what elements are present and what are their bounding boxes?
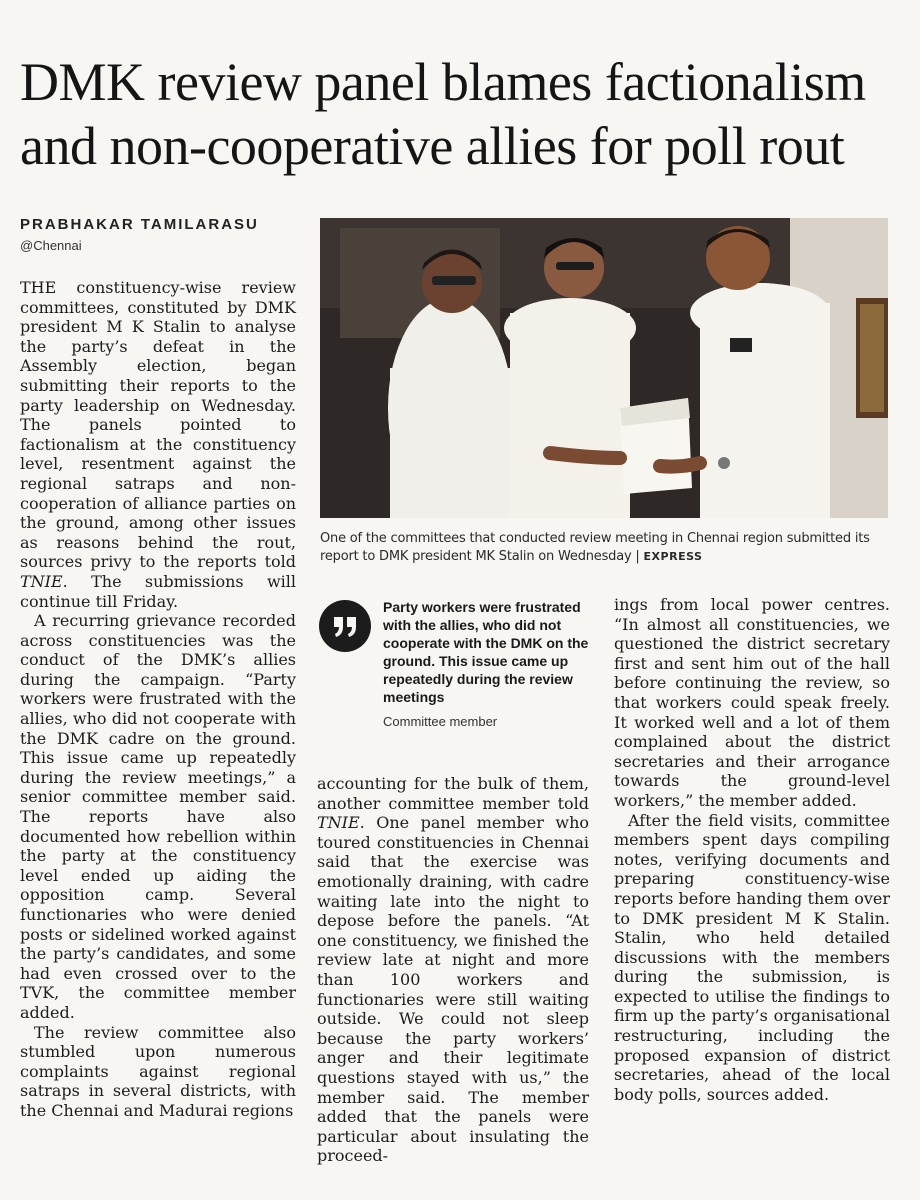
headline-line-1: DMK review panel blames factionalism: [20, 52, 866, 112]
paragraph-3: The review committee also stumbled upon numerous complaints against regional satraps in several districts, with the Chennai and Madurai regions: [20, 1022, 296, 1120]
headline: [20, 50, 900, 178]
article-column-1: [20, 278, 296, 1121]
pull-quote-source: Committee member: [383, 714, 498, 729]
publication-name: TNIE: [317, 813, 360, 833]
headline-line-2: and non-cooperative allies for poll rout: [20, 116, 845, 176]
byline-location: @Chennai: [20, 238, 82, 253]
quote-mark-icon: [319, 600, 371, 652]
paragraph-4: After the field visits, committee members spent days compiling notes, verifying documents and preparing constituency-wise reports before handing them over to DMK president M K Stalin. Stalin, who held detailed discussions with the members during the submission, is expected to utilise the findings to firm up the party’s organisational restructuring, including the proposed expansion of district secretaries, ahead of the local body polls, sources added.: [614, 810, 890, 1104]
publication-name: TNIE: [20, 571, 63, 591]
article-column-2: [317, 774, 589, 1166]
pull-quote: [317, 592, 589, 762]
byline-author: PRABHAKAR TAMILARASU: [20, 216, 259, 233]
paragraph-1: THE constituency-wise review committees, constituted by DMK president M K Stalin to analyse the party’s defeat in the Assembly election, began submitting their reports to the party leadership on Wednesday. The panels pointed to factionalism at the constituency level, resentment against the regional satraps and non-cooperation of alliance parties on the ground, among other issues as reasons behind the rout, sources privy to the reports told TNIE. The submissions will continue till Friday.: [20, 278, 296, 611]
photo-caption: [320, 530, 888, 566]
paragraph-2: A recurring grievance recorded across constituencies was the conduct of the DMK’s allies during the campaign. “Party workers were frustrated with the allies, who did not cooperate with the DMK cadre on the ground. This issue came up repeatedly during the review meetings,” a senior committee member said. The reports have also documented how rebellion within the party at the constituency level ended up aiding the opposition camp. Several functionaries who were denied posts or sidelined worked against the party’s candidates, and some had even crossed over to the TVK, the committee member added.: [20, 611, 296, 1022]
article-column-3: [614, 595, 890, 1104]
pull-quote-text: Party workers were frustrated with the allies, who did not cooperate with the DMK on the ground. This issue came up repeatedly during the review meetings: [383, 599, 589, 705]
photo-caption-text: One of the committees that conducted review meeting in Chennai region submitted its report to DMK president MK Stalin on Wednesday |: [320, 531, 870, 564]
photo-credit: EXPRESS: [643, 550, 703, 563]
paragraph-3-continued-2: ings from local power centres. “In almost all constituencies, we questioned the district secretary first and sent him out of the hall before continuing the review, so that workers could speak freely. It worked well and a lot of them complained about the district secretaries and their arrogance towards the ground-level workers,” the member added.: [614, 595, 890, 810]
news-photo: [320, 218, 888, 518]
paragraph-3-continued: accounting for the bulk of them, another committee member told TNIE. One panel member who toured constituencies in Chennai said that the exercise was emotionally draining, with cadre waiting late into the night to depose before the panels. “At one constituency, we finished the review late at night and more than 100 workers and functionaries were still waiting outside. We could not sleep because the party workers’ anger and their legitimate questions stayed with us,” the member said. The member added that the panels were particular about insulating the proceed-: [317, 774, 589, 1166]
